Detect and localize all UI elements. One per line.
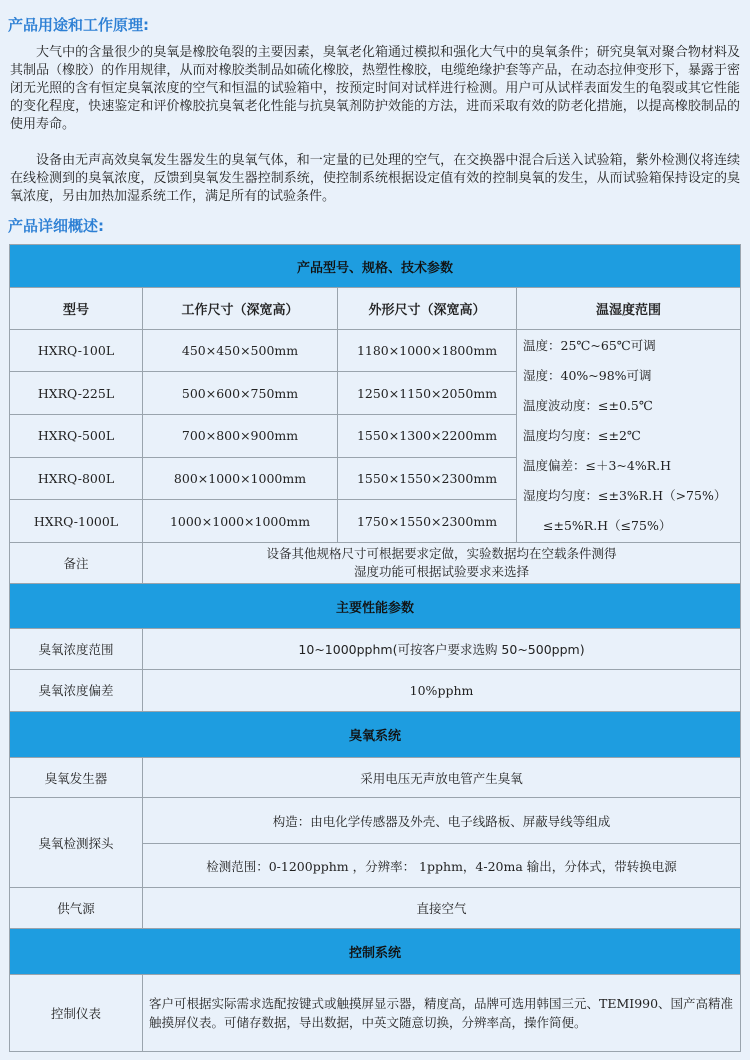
probe-structure: 构造：由电化学传感器及外壳、电子线路板、屏蔽导线等组成 xyxy=(143,798,741,843)
generator-value: 采用电压无声放电管产生臭氧 xyxy=(143,758,741,798)
work-size-cell: 450×450×500mm xyxy=(143,329,338,372)
temp-humidity-range xyxy=(517,329,741,542)
work-size-cell: 500×600×750mm xyxy=(143,372,338,415)
range-line: 湿度：40%~98%可调 xyxy=(523,367,652,383)
control-system-header: 控制系统 xyxy=(10,928,741,974)
outer-size-cell: 1550×1550×2300mm xyxy=(338,457,517,500)
probe-range: 检测范围：0-1200pphm ，分辨率： 1pphm，4-20ma 输出，分体式，带转换电源 xyxy=(143,843,741,887)
range-line: 温度均匀度：≤±2℃ xyxy=(523,427,641,443)
controller-value: 客户可根据实际需求选配按键式或触摸屏显示器，精度高，品牌可选用韩国三元、TEMI990、国产高精准触摸屏仪表。可储存数据，导出数据，中英文随意切换，分辨率高，操作简便。 xyxy=(143,975,741,1052)
ozone-deviation-label: 臭氧浓度偏差 xyxy=(10,670,143,711)
purpose-title: 产品用途和工作原理: xyxy=(8,16,149,34)
purpose-paragraph: 大气中的含量很少的臭氧是橡胶龟裂的主要因素，臭氧老化箱通过模拟和强化大气中的臭氧条件；研究臭氧对聚合物材料及其制品（橡胶）的作用规律，从而对橡胶类制品如硫化橡胶，热塑性橡胶，电缆绝缘护套等产品，在动态拉伸变形下，暴露于密闭无光照的含有恒定臭氧浓度的空气和恒温的试验箱中，按预定时间对试样进行检测。用户可从试样表面发生的龟裂或其它性能的变化程度，快速鉴定和评价橡胶抗臭氧老化性能与抗臭氧剂防护效能的方法，进而采取有效的防老化措施，以提高橡胶制品的使用寿命。 xyxy=(10,45,740,132)
work-size-cell: 800×1000×1000mm xyxy=(143,457,338,500)
col-temp-humidity: 温湿度范围 xyxy=(517,288,741,329)
range-line: 温度波动度：≤±0.5℃ xyxy=(523,397,653,413)
probe-label: 臭氧检测探头 xyxy=(10,798,143,888)
col-outer-size: 外形尺寸（深宽高） xyxy=(338,288,517,329)
supply-label: 供气源 xyxy=(10,888,143,928)
spec-table xyxy=(9,244,741,1052)
outer-size-cell: 1550×1300×2200mm xyxy=(338,415,517,458)
principle-paragraph: 设备由无声高效臭氧发生器发生的臭氧气体，和一定量的已处理的空气，在交换器中混合后送入试验箱，紫外检测仪将连续在线检测到的臭氧浓度，反馈到臭氧发生器控制系统，使控制系统根据设定值有效的控制臭氧的发生，从而试验箱保持设定的臭氧浓度，另由加热加湿系统工作，满足所有的试验条件。 xyxy=(10,153,740,204)
detail-title: 产品详细概述: xyxy=(8,217,104,235)
range-line: ≤±5%R.H（≤75%） xyxy=(543,517,672,533)
model-cell: HXRQ-500L xyxy=(10,415,143,458)
outer-size-cell: 1750×1550×2300mm xyxy=(338,500,517,543)
remark-value xyxy=(143,542,741,583)
ozone-system-header: 臭氧系统 xyxy=(10,711,741,757)
perf-header: 主要性能参数 xyxy=(10,584,741,628)
remark-line: 湿度功能可根据试验要求来选择 xyxy=(354,564,530,580)
range-line: 湿度均匀度：≤±3%R.H（>75%） xyxy=(523,487,727,503)
spec-header: 产品型号、规格、技术参数 xyxy=(10,245,741,288)
work-size-cell: 1000×1000×1000mm xyxy=(143,500,338,543)
remark-label: 备注 xyxy=(10,542,143,583)
ozone-range-value: 10~1000pphm(可按客户要求选购 50~500ppm) xyxy=(143,628,741,669)
table-row xyxy=(10,329,741,372)
supply-value: 直接空气 xyxy=(143,888,741,928)
range-line: 温度：25℃~65℃可调 xyxy=(523,337,656,353)
outer-size-cell: 1180×1000×1800mm xyxy=(338,329,517,372)
model-cell: HXRQ-1000L xyxy=(10,500,143,543)
model-cell: HXRQ-800L xyxy=(10,457,143,500)
controller-label: 控制仪表 xyxy=(10,975,143,1052)
col-model: 型号 xyxy=(10,288,143,329)
range-line: 温度偏差：≤＋3~4%R.H xyxy=(523,457,672,473)
col-work-size: 工作尺寸（深宽高） xyxy=(143,288,338,329)
ozone-range-label: 臭氧浓度范围 xyxy=(10,628,143,669)
generator-label: 臭氧发生器 xyxy=(10,758,143,798)
ozone-deviation-value: 10%pphm xyxy=(143,670,741,711)
remark-line: 设备其他规格尺寸可根据要求定做，实验数据均在空载条件测得 xyxy=(266,546,617,562)
work-size-cell: 700×800×900mm xyxy=(143,415,338,458)
model-cell: HXRQ-225L xyxy=(10,372,143,415)
model-cell: HXRQ-100L xyxy=(10,329,143,372)
outer-size-cell: 1250×1150×2050mm xyxy=(338,372,517,415)
